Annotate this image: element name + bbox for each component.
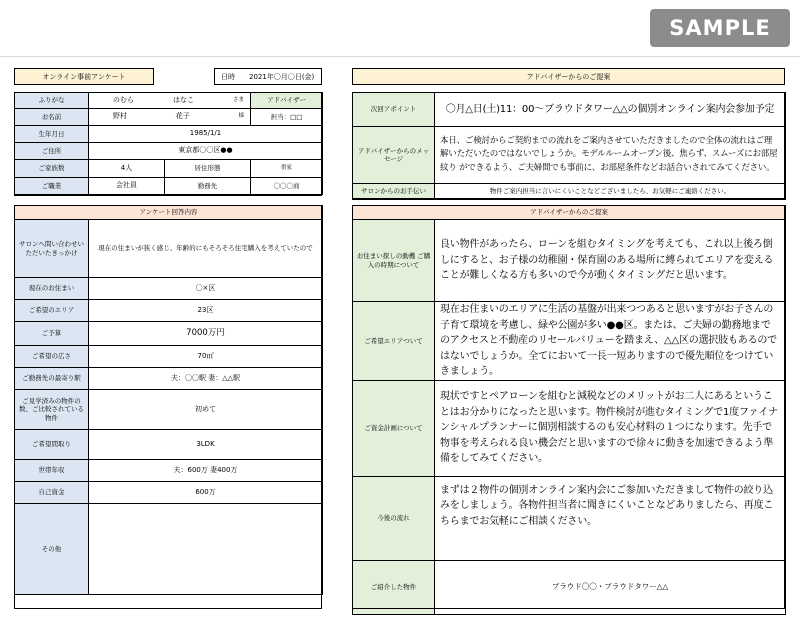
survey-value xyxy=(89,504,323,595)
survey-value: 初めて xyxy=(89,390,323,430)
name-first: 花子 xyxy=(175,112,190,121)
survey-label: ご予算 xyxy=(15,322,89,346)
advisor-message-value: 本日、ご検討からご契約までの流れをご案内させていただきましたので全体の流れはご理解いただいたのではないでしょうか。モデルルームオープン後、焦らず、スムーズにお部屋紋り ができるよう、ご夫婦間でも事前に、お部屋条件などお話合いされてみてください。 xyxy=(435,127,786,184)
top-divider xyxy=(0,56,800,57)
job-label: ご職業 xyxy=(15,178,89,195)
survey-label: ご見学済みの物件の数、ご比較されている物件 xyxy=(15,390,89,430)
proposal-label: ご紹介した物件 xyxy=(353,560,435,614)
name-label: お名前 xyxy=(15,109,89,126)
survey-label: ご希望間取り xyxy=(15,430,89,460)
address-value: 東京都〇〇区●● xyxy=(89,143,323,160)
next-appointment-value: 〇月△日(土)11：00～ブラウドタワー△△の個別オンライン案内会参加予定 xyxy=(435,93,786,127)
proposal-label: ご希望エリアついて xyxy=(353,302,435,381)
survey-value: 3LDK xyxy=(89,430,323,460)
survey-value: 70㎡ xyxy=(89,346,323,368)
survey-value: 現在の住まいが狭く感じ、年齢的にもそろそろ住宅購入を考えていたので xyxy=(89,220,323,278)
survey-table xyxy=(14,205,323,595)
survey-value: 7000万円 xyxy=(89,322,323,346)
residence-label: 居住形態 xyxy=(165,160,251,178)
right-title: アドバイザーからのご提案 xyxy=(526,72,611,81)
survey-label: ご希望のエリア xyxy=(15,300,89,322)
proposal-value: 良い物件があったら、ローンを組むタイミングを考えても、これ以上後ろ倒しにすると、お子様の幼稚園・保育園のある場所に縛られてエリアを変えることが難しくなる方も多いので今が動くタイミングだと思います。 xyxy=(435,220,786,302)
proposal-value: まずは２物件の個別オンライン案内会にご参加いただきまして物件の絞り込みをしましょう。各物件担当者に聞きにくいことなどありましたら、再度こちらまでお気軽にご相談ください。 xyxy=(435,476,786,560)
name-sama: 様 xyxy=(238,113,245,120)
survey-label: ご勤務先の最寄り駅 xyxy=(15,368,89,390)
proposal-value: 現状ですとペアローンを組むと減税などのメリットがお二人にあるということはお分かりになったと思います。物件検討が進むタイミングで1度ファイナンシャルプランナーに個別相談するのも安心材料の１つになります。先手で物事を考えられる良い機会だと思いますので徐々に動きを加速できるよう準備をしてみてください。 xyxy=(435,380,786,476)
address-label: ご住所 xyxy=(15,143,89,160)
survey-value: 夫：〇〇駅 妻：△△駅 xyxy=(89,368,323,390)
survey-label: 現在のお住まい xyxy=(15,278,89,300)
survey-label: 世帯年収 xyxy=(15,460,89,482)
proposal-table xyxy=(352,205,786,615)
advisor-label: アドバイザー xyxy=(251,93,323,109)
date-label: 日時 xyxy=(221,72,235,81)
furigana-label: ふりがな xyxy=(15,93,89,109)
survey-value: 23区 xyxy=(89,300,323,322)
name-last: 野村 xyxy=(113,112,127,121)
birth-value: 1985/1/1 xyxy=(89,126,323,143)
survey-value: 〇×区 xyxy=(89,278,323,300)
salon-help-label: サロンからのお手伝い xyxy=(353,184,435,200)
workplace-label: 勤務先 xyxy=(165,178,251,195)
date-value: 2021年〇月〇日(金) xyxy=(249,72,315,81)
proposal-header: アドバイザーからのご提案 xyxy=(353,206,786,220)
family-label: ご家族数 xyxy=(15,160,89,178)
left-title-box xyxy=(14,68,154,85)
proposal-label: ご資金計画について xyxy=(353,380,435,476)
survey-label: その他 xyxy=(15,504,89,595)
birth-label: 生年月日 xyxy=(15,126,89,143)
sample-watermark: SAMPLE xyxy=(650,9,790,47)
profile-table xyxy=(14,92,323,195)
salon-help-value: 物件ご案内担当に言いにくいことなどございましたら、お気軽にご連絡ください。 xyxy=(435,184,786,200)
furigana-last: のむら xyxy=(113,95,134,104)
left-title: オンライン事前アンケート xyxy=(42,72,126,81)
proposal-value: ブラウド〇〇・ブラウドタワー△△ xyxy=(435,560,786,614)
furigana-sama: さま xyxy=(233,96,245,103)
right-title-box xyxy=(352,68,785,85)
advisor-message-label: アドバイザーからのメッセージ xyxy=(353,127,435,184)
advisor-value: 担当：□□ xyxy=(251,109,323,126)
proposal-label: お住まい探しの動機 ご購入の時期について xyxy=(353,220,435,302)
survey-label: ご希望の広さ xyxy=(15,346,89,368)
advisor-table xyxy=(352,92,786,200)
survey-label: サロンへ問い合わせいただいたきっかけ xyxy=(15,220,89,278)
job-value: 会社員 xyxy=(89,178,165,195)
next-appointment-label: 次回アポイント xyxy=(353,93,435,127)
survey-header: アンケート回答内容 xyxy=(15,206,323,220)
date-box xyxy=(214,68,322,85)
survey-value: 夫：600万 妻400万 xyxy=(89,460,323,482)
survey-value: 600万 xyxy=(89,482,323,504)
furigana-first: はなこ xyxy=(173,95,194,104)
survey-label: 自己資金 xyxy=(15,482,89,504)
residence-value: 借家 xyxy=(251,160,323,178)
workplace-value: 〇〇〇商 xyxy=(251,178,323,195)
proposal-value: 現在お住まいのエリアに生活の基盤が出来つつあると思いますがお子さんの子育て環境を考慮し、緑や公園が多い●●区。または、ご夫婦の勤務地までのアクセスと不動産のリセールバリューを踏まえ、△△区の選択肢もあるのではないでしょうか。全てにおいて一長一短ありますので優先順位をつけていきましょう。 xyxy=(435,302,786,381)
family-value: 4人 xyxy=(89,160,165,178)
proposal-label: 今後の流れ xyxy=(353,476,435,560)
